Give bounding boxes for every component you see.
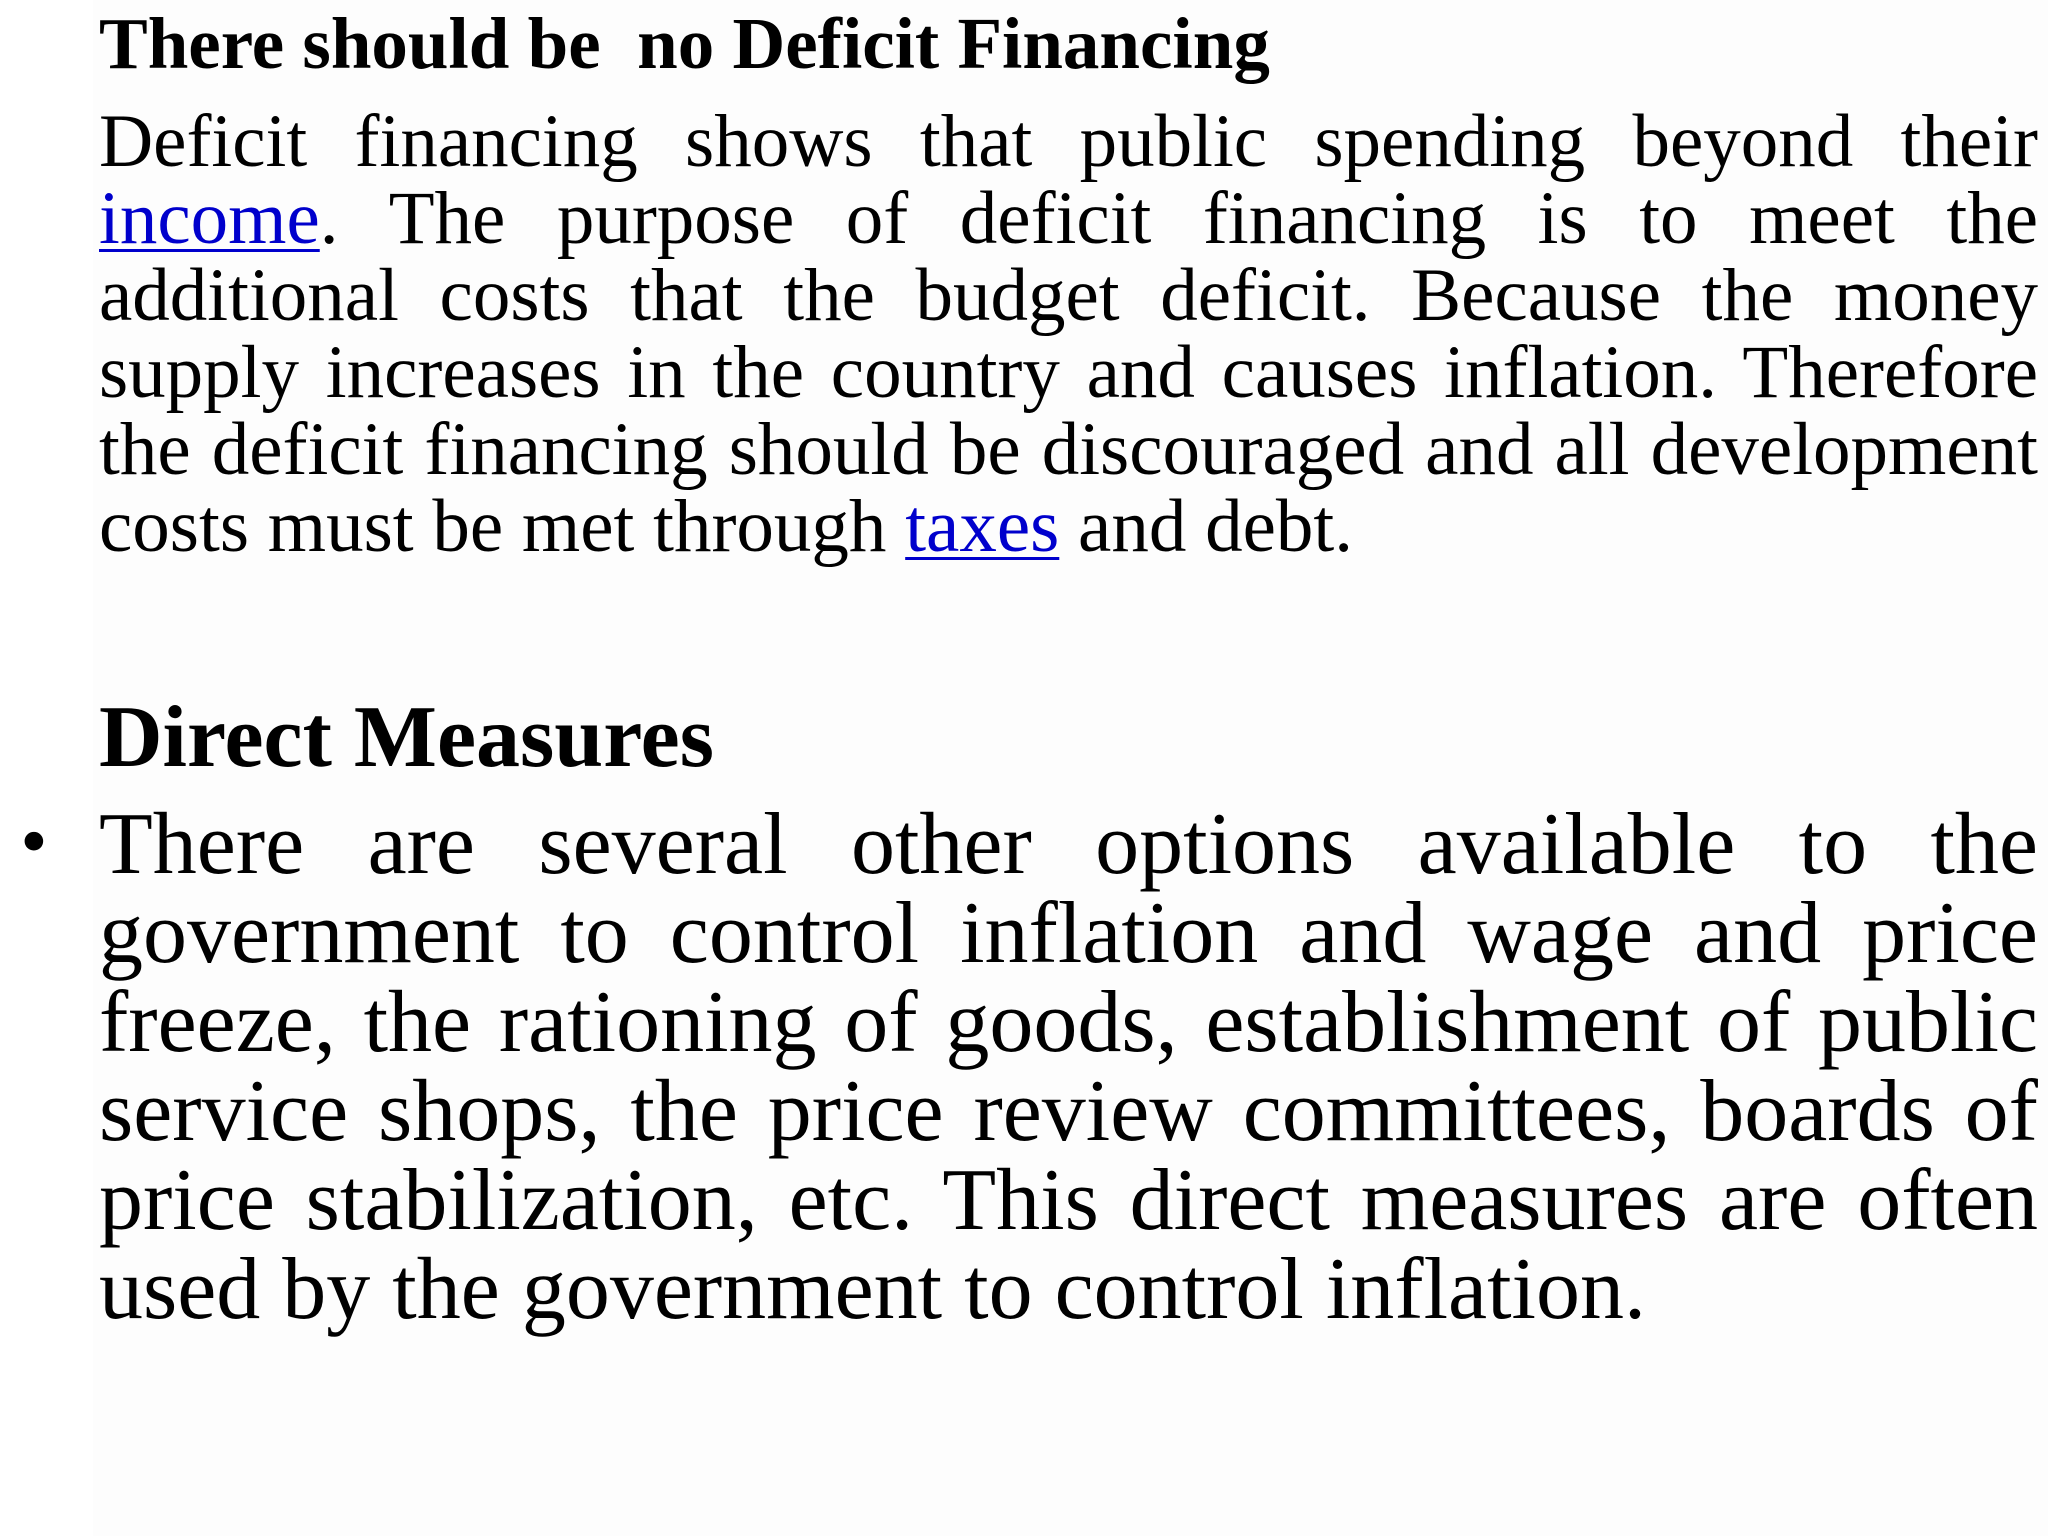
direct-measures-text: There are several other options available to the government to control inflation and wage and price freeze, the rationing of goods, establishment of public service shops, the price review committees, boards of price stabilization, etc. This direct measures are often used by the government to control inflation. (99, 796, 2038, 1338)
list-item (15, 796, 2038, 1338)
paragraph-text-start: Deficit financing shows that public spending beyond their (99, 100, 2038, 183)
section-heading-deficit-financing: There should be no Deficit Financing (99, 3, 1270, 84)
deficit-financing-paragraph (99, 100, 2038, 568)
section-heading-direct-measures: Direct Measures (99, 689, 714, 786)
paragraph-text-end: and debt. (1059, 485, 1353, 568)
bullet-icon: • (15, 807, 53, 881)
income-link[interactable]: income (99, 177, 320, 260)
taxes-link[interactable]: taxes (905, 485, 1060, 568)
paragraph-text-middle: . The purpose of deficit financing is to meet the additional costs that the budget deficit. Because the money supply increases in the country and causes inflation. Therefore the deficit financing should be discouraged and all development costs must be met through (99, 177, 2038, 568)
